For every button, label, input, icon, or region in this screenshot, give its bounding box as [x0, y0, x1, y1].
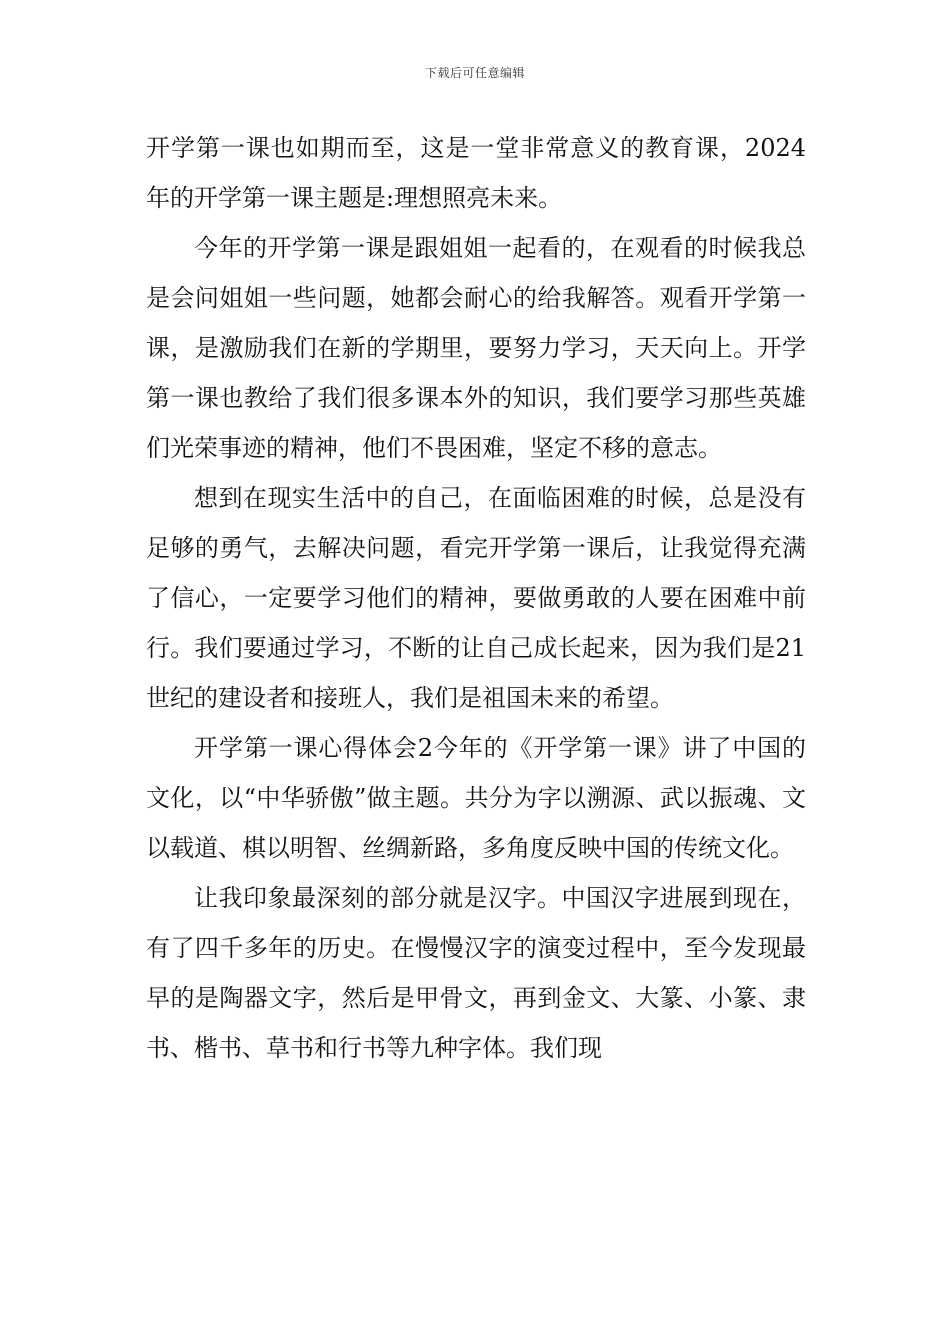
- paragraph-1: 开学第一课也如期而至，这是一堂非常意义的教育课，2024年的开学第一课主题是:理想照亮未来。: [146, 134, 806, 212]
- paragraph-3: 想到在现实生活中的自己，在面临困难的时候，总是没有足够的勇气，去解决问题，看完开学第一课后，让我觉得充满了信心，一定要学习他们的精神，要做勇敢的人要在困难中前行。我们要通过学习，不断的让自己成长起来，因为我们是21世纪的建设者和接班人，我们是祖国未来的希望。: [146, 484, 806, 712]
- paragraph-5: 让我印象最深刻的部分就是汉字。中国汉字进展到现在，有了四千多年的历史。在慢慢汉字的演变过程中，至今发现最早的是陶器文字，然后是甲骨文，再到金文、大篆、小篆、隶书、楷书、草书和行书等九种字体。我们现: [146, 884, 806, 1062]
- page-header: 下载后可任意编辑: [424, 66, 525, 80]
- paragraph-4: 开学第一课心得体会2今年的《开学第一课》讲了中国的文化，以“中华骄傲”做主题。共分为字以溯源、武以振魂、文以载道、棋以明智、丝绸新路，多角度反映中国的传统文化。: [146, 734, 806, 862]
- document-body: [146, 123, 806, 1073]
- paragraph-2: 今年的开学第一课是跟姐姐一起看的，在观看的时候我总是会问姐姐一些问题，她都会耐心的给我解答。观看开学第一课，是激励我们在新的学期里，要努力学习，天天向上。开学第一课也教给了我们很多课本外的知识，我们要学习那些英雄们光荣事迹的精神，他们不畏困难，坚定不移的意志。: [146, 234, 806, 462]
